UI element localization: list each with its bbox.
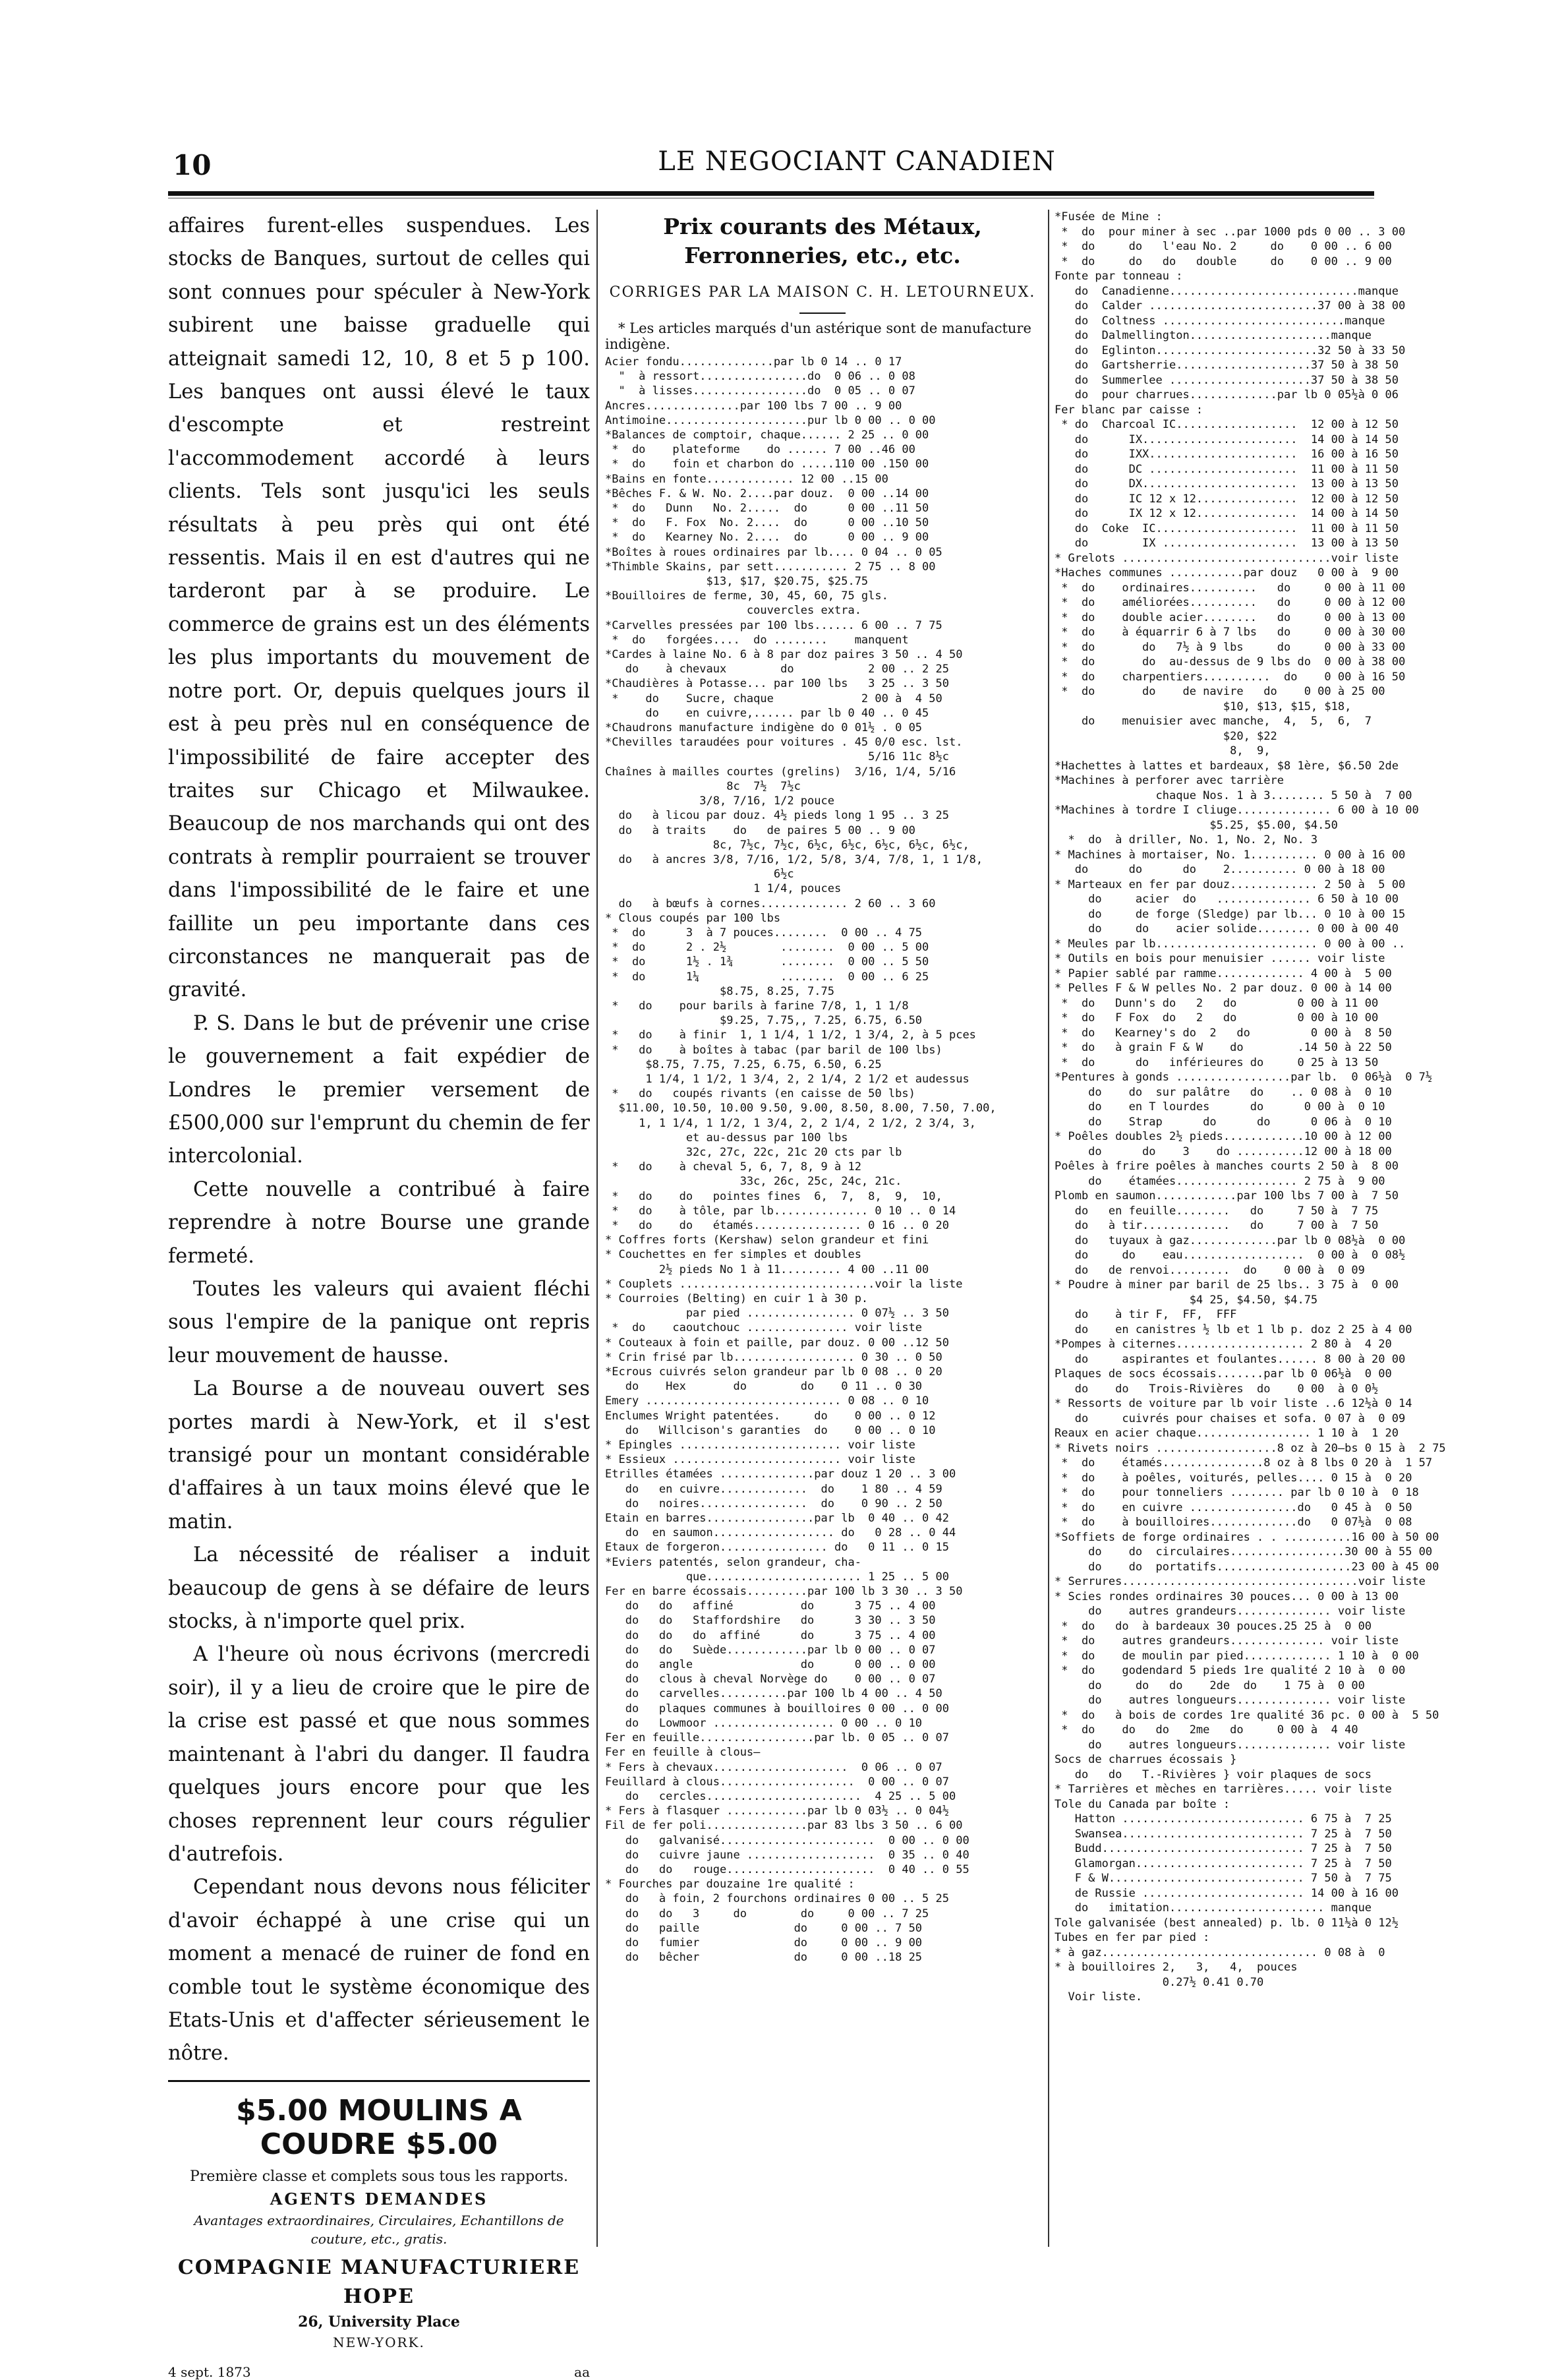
price-line: * à bouilloires 2, 3, 4, pouces bbox=[1055, 1961, 1298, 1974]
ad-headline: $5.00 MOULINS A COUDRE $5.00 bbox=[236, 2093, 522, 2161]
price-line: do de renvoi......... do 0 00 à 0 09 bbox=[1055, 1263, 1365, 1277]
price-line: * Scies rondes ordinaires 30 pouces... 0 00 à 13 00 bbox=[1055, 1590, 1399, 1603]
price-line: * do foin et charbon do .....110 00 .150 00 bbox=[605, 458, 929, 471]
price-line: do menuisier avec manche, 4, 5, 6, 7 bbox=[1055, 715, 1372, 728]
price-line: par pied ................ 0 07½ .. 3 50 bbox=[605, 1307, 949, 1321]
price-line: * do 1¼ ........ 0 00 .. 6 25 bbox=[605, 970, 929, 984]
price-line: *Thimble Skains, par sett........... 2 75 .. 8 00 bbox=[605, 560, 936, 574]
price-line: * do Sucre, chaque 2 00 à 4 50 bbox=[605, 692, 942, 705]
paragraph: Cependant nous devons nous féliciter d'avoir échappé à une crise qui un moment a menacé de ruiner de fond en comble tout le système économique des Etats-Unis et d'affecter sérieusement le nôtre. bbox=[168, 1876, 590, 2066]
price-line: * do pour tonneliers ........ par lb 0 10 à 0 18 bbox=[1055, 1486, 1419, 1499]
price-line: 5/16 11c 8½c bbox=[605, 750, 949, 764]
price-line: do en cuivre,...... par lb 0 40 .. 0 45 bbox=[605, 706, 929, 720]
price-line: do do 3 do do 0 00 .. 7 25 bbox=[605, 1907, 929, 1920]
price-line: * Papier sablé par ramme............. 4 00 à 5 00 bbox=[1055, 967, 1392, 980]
price-line: do cercles....................... 4 25 .. 5 00 bbox=[605, 1789, 956, 1803]
price-line: 1, 1 1/4, 1 1/2, 1 3/4, 2, 2 1/4, 2 1/2, 2 3/4, 3, bbox=[605, 1116, 976, 1130]
price-line: do DX....................... 13 00 à 13 50 bbox=[1055, 477, 1399, 491]
price-line: do en T lourdes do 0 00 à 0 10 bbox=[1055, 1100, 1385, 1114]
price-line: do clous à cheval Norvège do 0 00 .. 0 07 bbox=[605, 1673, 936, 1686]
price-line: * do en cuivre ................do 0 45 à 0 50 bbox=[1055, 1501, 1412, 1514]
price-line: * do Dunn No. 2..... do 0 00 ..11 50 bbox=[605, 502, 929, 516]
price-line: * Epingles ........................ voir liste bbox=[605, 1439, 915, 1452]
ad-address: 26, University Place bbox=[298, 2313, 460, 2331]
price-line: $11.00, 10.50, 10.00 9.50, 9.00, 8.50, 8.00, 7.50, 7.00, bbox=[605, 1102, 997, 1116]
price-line: * do Kearney No. 2.... do 0 00 .. 9 00 bbox=[605, 531, 929, 545]
price-line: 1 1/4, 1 1/2, 1 3/4, 2, 2 1/4, 2 1/2 et audessus bbox=[605, 1072, 969, 1086]
price-line: do à foin, 2 fourchons ordinaires 0 00 .. 5 25 bbox=[605, 1892, 949, 1906]
price-line: * do do do 2me do 0 00 à 4 40 bbox=[1055, 1723, 1358, 1737]
price-line: * do à bouilloires.............do 0 07½à 0 08 bbox=[1055, 1516, 1412, 1529]
price-line: 1 1/4, pouces bbox=[605, 882, 842, 896]
price-line: que....................... 1 25 .. 5 00 bbox=[605, 1570, 949, 1584]
price-line: * do do l'eau No. 2 do 0 00 .. 6 00 bbox=[1055, 240, 1392, 253]
paragraph: La nécessité de réaliser a induit beaucoup de gens à se défaire de leurs stocks, à n'importe quel prix. bbox=[168, 1543, 590, 1634]
price-line: * do do pointes fines 6, 7, 8, 9, 10, bbox=[605, 1189, 942, 1203]
page-number: 10 bbox=[173, 149, 212, 181]
column-price-list-1 bbox=[605, 210, 1040, 2253]
price-line: *Haches communes ...........par douz 0 00 à 9 00 bbox=[1055, 566, 1399, 580]
price-line: couvercles extra. bbox=[605, 604, 861, 618]
price-line: do DC ...................... 11 00 à 11 50 bbox=[1055, 462, 1399, 476]
paragraph: P. S. Dans le but de prévenir une crise le gouvernement a fait expédier de Londres le premier versement de £500,000 sur l'emprunt du chemin de fer intercolonial. bbox=[168, 1011, 590, 1168]
section-title: Prix courants des Métaux, Ferronneries, etc., etc. bbox=[663, 214, 982, 268]
price-line: * Grelots ...............................voir liste bbox=[1055, 551, 1399, 565]
price-line: * do pour miner à sec ..par 1000 pds 0 00 .. 3 00 bbox=[1055, 225, 1406, 239]
paragraph: Cette nouvelle a contribué à faire reprendre à notre Bourse une grande fermeté. bbox=[168, 1177, 590, 1268]
price-line: * do coupés rivants (en caisse de 50 lbs) bbox=[605, 1087, 915, 1101]
price-line: do en saumon.................. do 0 28 .. 0 44 bbox=[605, 1526, 956, 1540]
price-line: do do 3 do ..........12 00 à 18 00 bbox=[1055, 1145, 1392, 1158]
price-line: * do caoutchouc ............... voir liste bbox=[605, 1321, 923, 1335]
price-line: do Willcison's garanties do 0 00 .. 0 10 bbox=[605, 1423, 936, 1437]
price-line: * Courroies (Belting) en cuir 1 à 30 p. bbox=[605, 1292, 869, 1305]
price-line: *Ecrous cuivrés selon grandeur par lb 0 08 .. 0 20 bbox=[605, 1365, 942, 1379]
price-line: do Lowmoor .................. 0 00 .. 0 10 bbox=[605, 1716, 923, 1730]
price-line: * do à grain F & W do .14 50 à 22 50 bbox=[1055, 1041, 1392, 1054]
price-line: $20, $22 bbox=[1055, 729, 1277, 743]
price-line: * do à équarrir 6 à 7 lbs do 0 00 à 30 00 bbox=[1055, 626, 1406, 639]
paragraph: A l'heure où nous écrivons (mercredi soir), il y a lieu de croire que le pire de la crise est passé et que nous sommes maintenant à l'abri du danger. Il faudra quelques jours encore pour que les choses reprennent leur cours régulier d'autrefois. bbox=[168, 1643, 590, 1866]
price-line: do angle do 0 00 .. 0 00 bbox=[605, 1658, 936, 1672]
price-line: $5.25, $5.00, $4.50 bbox=[1055, 818, 1338, 832]
price-line: * Serrures...................................voir liste bbox=[1055, 1575, 1426, 1588]
price-line: do Gartsherrie....................37 50 à 38 50 bbox=[1055, 359, 1399, 372]
price-line: * Meules par lb........................ 0 00 à 00 .. bbox=[1055, 937, 1406, 951]
price-line: do do T.-Rivières } voir plaques de socs bbox=[1055, 1768, 1372, 1781]
price-line: Fer en feuille.................par lb. 0 05 .. 0 07 bbox=[605, 1731, 949, 1745]
price-line: Enclumes Wright patentées. do 0 00 .. 0 12 bbox=[605, 1409, 936, 1423]
price-line: * do étamés...............8 oz à 8 lbs 0 20 à 1 57 bbox=[1055, 1456, 1433, 1470]
price-line: Etrilles étamées ..............par douz 1 20 .. 3 00 bbox=[605, 1468, 956, 1481]
price-line: * do à tôle, par lb.............. 0 10 .. 0 14 bbox=[605, 1204, 956, 1218]
price-line: $9.25, 7.75,, 7.25, 6.75, 6.50 bbox=[605, 1014, 923, 1028]
price-line: * Machines à mortaiser, No. 1.......... 0 00 à 16 00 bbox=[1055, 848, 1406, 862]
price-line: * do plateforme do ...... 7 00 ..46 00 bbox=[605, 443, 915, 457]
price-line: Ancres..............par 100 lbs 7 00 .. 9 00 bbox=[605, 399, 902, 413]
price-line: Etain en barres................par lb 0 40 .. 0 42 bbox=[605, 1512, 949, 1526]
price-line: do do do 2.......... 0 00 à 18 00 bbox=[1055, 863, 1385, 876]
price-line: de Russie ........................ 14 00 à 16 00 bbox=[1055, 1886, 1399, 1900]
price-line: * Essieux ......................... voir liste bbox=[605, 1453, 915, 1467]
price-line: 0.27½ 0.41 0.70 bbox=[1055, 1975, 1264, 1989]
price-line: do IX .................... 13 00 à 13 50 bbox=[1055, 537, 1399, 550]
price-line: do galvanisé....................... 0 00 .. 0 00 bbox=[605, 1833, 969, 1847]
ad-line: Avantages extraordinaires, Circulaires, Echantillons de couture, etc., gratis. bbox=[194, 2212, 564, 2247]
price-line: * Poêles doubles 2½ pieds............10 00 à 12 00 bbox=[1055, 1130, 1392, 1143]
price-line: Reaux en acier chaque................. 1 10 à 1 20 bbox=[1055, 1427, 1399, 1440]
price-line: Glamorgan......................... 7 25 à 7 50 bbox=[1055, 1857, 1392, 1870]
price-line: * do à driller, No. 1, No. 2, No. 3 bbox=[1055, 833, 1318, 847]
price-line: * do charpentiers.......... do 0 00 à 16 50 bbox=[1055, 670, 1406, 684]
price-line: $8.75, 8.25, 7.75 bbox=[605, 984, 834, 998]
price-line: * Ressorts de voiture par lb voir liste ..6 12½à 0 14 bbox=[1055, 1397, 1412, 1410]
price-lines bbox=[605, 355, 1040, 1965]
price-line: 6½c bbox=[605, 868, 794, 881]
price-line: * do à boîtes à tabac (par baril de 100 lbs) bbox=[605, 1043, 942, 1057]
price-line: $13, $17, $20.75, $25.75 bbox=[605, 575, 869, 589]
price-line: do en canistres ½ lb et 1 lb p. doz 2 25 à 4 00 bbox=[1055, 1323, 1412, 1336]
price-line: do Coke IC..................... 11 00 à 11 50 bbox=[1055, 521, 1399, 535]
price-line: * do F Fox do 2 do 0 00 à 10 00 bbox=[1055, 1011, 1379, 1025]
paragraph: Toutes les valeurs qui avaient fléchi sous l'empire de la panique ont repris leur mouvement de hausse. bbox=[168, 1278, 590, 1367]
price-line: * do Charcoal IC.................. 12 00 à 12 50 bbox=[1055, 418, 1399, 431]
price-line: do IX....................... 14 00 à 14 50 bbox=[1055, 432, 1399, 446]
price-line: * do autres grandeurs.............. voir liste bbox=[1055, 1634, 1399, 1648]
price-line: Poêles à frire poêles à manches courts 2 50 à 8 00 bbox=[1055, 1160, 1399, 1173]
price-line: do IXX...................... 16 00 à 16 50 bbox=[1055, 448, 1399, 461]
note: * Les articles marqués d'un astérique sont de manufacture indigène. bbox=[605, 320, 1031, 352]
price-line: *Bouilloires de ferme, 30, 45, 60, 75 gls. bbox=[605, 589, 888, 603]
price-line: * Pelles F & W pelles No. 2 par douz. 0 00 à 14 00 bbox=[1055, 982, 1392, 995]
price-line: Tole du Canada par boîte : bbox=[1055, 1797, 1230, 1811]
price-line: * do do au-dessus de 9 lbs do 0 00 à 38 00 bbox=[1055, 655, 1406, 669]
price-line: do do circulaires.................30 00 à 55 00 bbox=[1055, 1545, 1433, 1559]
price-line: Feuillard à clous.................... 0 00 .. 0 07 bbox=[605, 1775, 949, 1789]
divider bbox=[799, 312, 846, 314]
ad-company: COMPAGNIE MANUFACTURIERE HOPE bbox=[177, 2255, 581, 2308]
price-line: do acier do .............. 6 50 à 10 00 bbox=[1055, 893, 1399, 906]
price-line: do do Suède............par lb 0 00 .. 0 07 bbox=[605, 1643, 936, 1657]
price-line: do do eau.................. 0 00 à 0 08½ bbox=[1055, 1249, 1406, 1262]
price-line: Fer en barre écossais.........par 100 lb 3 30 .. 3 50 bbox=[605, 1585, 963, 1599]
price-line: do cuivre jaune ................... 0 35 .. 0 40 bbox=[605, 1848, 969, 1862]
column-separator bbox=[1048, 210, 1049, 2247]
price-line: * do à poêles, voiturés, pelles.... 0 15 à 0 20 bbox=[1055, 1471, 1412, 1485]
price-line: 8, 9, bbox=[1055, 744, 1271, 758]
price-line: *Boîtes à roues ordinaires par lb.... 0 04 .. 0 05 bbox=[605, 545, 942, 559]
price-line: do Eglinton........................32 50 à 33 50 bbox=[1055, 343, 1406, 357]
price-line: Hatton ........................... 6 75 à 7 25 bbox=[1055, 1812, 1392, 1826]
price-line: chaque Nos. 1 à 3........ 5 50 à 7 00 bbox=[1055, 788, 1412, 802]
price-line: do do acier solide........ 0 00 à 00 40 bbox=[1055, 922, 1399, 936]
price-line: 8c, 7½c, 7½c, 6½c, 6½c, 6½c, 6½c, 6½c, bbox=[605, 838, 969, 852]
price-line: * do 2 . 2½ ........ 0 00 .. 5 00 bbox=[605, 941, 929, 955]
price-line: do IX 12 x 12............... 14 00 à 14 50 bbox=[1055, 507, 1399, 520]
price-line: do pour charrues.............par lb 0 05½à 0 06 bbox=[1055, 388, 1399, 402]
price-line: * Outils en bois pour menuisier ...... voir liste bbox=[1055, 952, 1385, 965]
price-line: * do do inférieures do 0 25 à 13 50 bbox=[1055, 1056, 1379, 1069]
price-line: do à tir F, FF, FFF bbox=[1055, 1308, 1237, 1321]
price-line: " à ressort................do 0 06 .. 0 08 bbox=[605, 370, 915, 384]
price-line: do plaques communes à bouilloires 0 00 .. 0 00 bbox=[605, 1702, 949, 1715]
price-line: * do double acier........ do 0 00 à 13 00 bbox=[1055, 610, 1406, 624]
paragraph: La Bourse a de nouveau ouvert ses portes mardi à New-York, et il s'est transigé pour un montant considérable d'affaires à un taux moins élevé que le matin. bbox=[168, 1377, 590, 1533]
price-line: do noires................ do 0 90 .. 2 50 bbox=[605, 1497, 942, 1510]
price-line: Swansea........................... 7 25 à 7 50 bbox=[1055, 1827, 1392, 1841]
price-lines bbox=[1055, 210, 1446, 2005]
price-line: do étamées.................. 2 75 à 9 00 bbox=[1055, 1174, 1385, 1188]
price-line: do do do affiné do 3 75 .. 4 00 bbox=[605, 1628, 936, 1642]
price-line: do aspirantes et foulantes...... 8 00 à 20 00 bbox=[1055, 1352, 1406, 1366]
price-line: Voir liste. bbox=[1055, 1990, 1143, 2004]
price-line: * do ordinaires.......... do 0 00 à 11 00 bbox=[1055, 581, 1406, 595]
price-line: do do do 2de do 1 75 à 0 00 bbox=[1055, 1679, 1365, 1692]
price-line: Plaques de socs écossais.......par lb 0 06½à 0 00 bbox=[1055, 1367, 1392, 1381]
price-line: Fil de fer poli...............par 83 lbs 3 50 .. 6 00 bbox=[605, 1819, 963, 1833]
price-line: do paille do 0 00 .. 7 50 bbox=[605, 1921, 923, 1935]
price-line: do Strap do do 0 06 à 0 10 bbox=[1055, 1115, 1392, 1129]
price-line: do do portatifs....................23 00 à 45 00 bbox=[1055, 1560, 1439, 1574]
price-line: $4 25, $4.50, $4.75 bbox=[1055, 1293, 1318, 1307]
price-line: Emery ............................. 0 08 .. 0 10 bbox=[605, 1394, 929, 1408]
running-title: LE NEGOCIANT CANADIEN bbox=[658, 146, 1056, 177]
corrected-by: CORRIGES PAR LA MAISON C. H. LETOURNEUX. bbox=[609, 284, 1036, 301]
price-line: Chaînes à mailles courtes (grelins) 3/16, 1/4, 5/16 bbox=[605, 765, 956, 779]
price-line: * do 3 à 7 pouces........ 0 00 .. 4 75 bbox=[605, 926, 923, 939]
price-line: 8c 7½ 7½c bbox=[605, 779, 801, 793]
price-line: do autres grandeurs.............. voir liste bbox=[1055, 1605, 1406, 1618]
price-line: do Summerlee .....................37 50 à 38 50 bbox=[1055, 373, 1399, 387]
price-line: 2½ pieds No 1 à 11......... 4 00 ..11 00 bbox=[605, 1263, 929, 1276]
price-line: *Chaudrons manufacture indigène do 0 01½ . 0 05 bbox=[605, 721, 923, 735]
price-line: do autres longueurs.............. voir liste bbox=[1055, 1694, 1406, 1707]
price-line: F & W............................. 7 50 à 7 75 bbox=[1055, 1872, 1392, 1885]
price-line: do do sur palâtre do .. 0 08 à 0 10 bbox=[1055, 1085, 1392, 1099]
price-line: do carvelles..........par 100 lb 4 00 .. 4 50 bbox=[605, 1687, 942, 1701]
price-line: *Machines à tordre I cliuge.............. 6 00 à 10 00 bbox=[1055, 804, 1419, 817]
price-line: do autres longueurs.............. voir liste bbox=[1055, 1738, 1406, 1752]
price-line: 3/8, 7/16, 1/2 pouce bbox=[605, 794, 834, 808]
ad-rule bbox=[168, 2080, 590, 2082]
price-line: * Fers à chevaux.................... 0 06 .. 0 07 bbox=[605, 1760, 942, 1774]
price-line: * à gaz................................ 0 08 à 0 bbox=[1055, 1946, 1385, 1959]
price-line: " à lisses.................do 0 05 .. 0 07 bbox=[605, 384, 915, 398]
price-line: do à chevaux do 2 00 .. 2 25 bbox=[605, 663, 949, 676]
price-line: do Calder .........................37 00 à 38 00 bbox=[1055, 299, 1406, 312]
price-line: do cuivrés pour chaises et sofa. 0 07 à 0 09 bbox=[1055, 1412, 1406, 1425]
price-line: Tole galvanisée (best annealed) p. lb. 0 11½à 0 12½ bbox=[1055, 1916, 1399, 1930]
price-line: $10, $13, $15, $18, bbox=[1055, 699, 1352, 713]
price-line: Antimoine.....................pur lb 0 00 .. 0 00 bbox=[605, 413, 936, 427]
price-line: * Couplets .............................voir la liste bbox=[605, 1277, 963, 1291]
price-line: *Balances de comptoir, chaque...... 2 25 .. 0 00 bbox=[605, 429, 929, 442]
price-line: * do 1½ . 1¾ ........ 0 00 .. 5 50 bbox=[605, 955, 929, 969]
price-line: Fer blanc par caisse : bbox=[1055, 403, 1203, 417]
price-line: do IC 12 x 12............... 12 00 à 12 50 bbox=[1055, 492, 1399, 506]
price-line: *Soffiets de forge ordinaires . . ..........16 00 à 50 00 bbox=[1055, 1530, 1439, 1544]
price-line: Fonte par tonneau : bbox=[1055, 270, 1183, 283]
price-line: * do F. Fox No. 2.... do 0 00 ..10 50 bbox=[605, 516, 929, 530]
price-line: do en feuille........ do 7 50 à 7 75 bbox=[1055, 1204, 1379, 1218]
price-line: * Crin frisé par lb.................. 0 30 .. 0 50 bbox=[605, 1350, 942, 1364]
price-line: Socs de charrues écossais } bbox=[1055, 1753, 1237, 1766]
ad-date: 4 sept. 1873 bbox=[168, 2364, 251, 2380]
price-line: Etaux de forgeron................ do 0 11 .. 0 15 bbox=[605, 1541, 949, 1555]
price-line: do fumier do 0 00 .. 9 00 bbox=[605, 1936, 923, 1949]
price-line: do do rouge...................... 0 40 .. 0 55 bbox=[605, 1862, 969, 1876]
column-price-list-2 bbox=[1055, 210, 1446, 2253]
price-line: * do pour barils à farine 7/8, 1, 1 1/8 bbox=[605, 999, 909, 1013]
price-line: * do améliorées.......... do 0 00 à 12 00 bbox=[1055, 596, 1406, 609]
price-line: do Dalmellington.....................manque bbox=[1055, 329, 1372, 342]
ad-line: AGENTS DEMANDES bbox=[270, 2189, 488, 2209]
price-line: do en cuivre............. do 1 80 .. 4 59 bbox=[605, 1482, 942, 1496]
price-line: Acier fondu..............par lb 0 14 .. 0 17 bbox=[605, 355, 902, 369]
price-line: *Bains en fonte............. 12 00 ..15 00 bbox=[605, 472, 888, 486]
advertisement bbox=[168, 2080, 590, 2380]
price-line: * Coffres forts (Kershaw) selon grandeur et fini bbox=[605, 1234, 929, 1247]
price-line: *Pentures à gonds .................par lb. 0 06½à 0 7½ bbox=[1055, 1071, 1433, 1084]
price-line: * Couteaux à foin et paille, par douz. 0 00 ..12 50 bbox=[605, 1336, 949, 1350]
price-line: * do do de navire do 0 00 à 25 00 bbox=[1055, 685, 1385, 698]
price-line: do Coltness ...........................manque bbox=[1055, 314, 1385, 328]
price-line: * do do étamés................ 0 16 .. 0 20 bbox=[605, 1218, 949, 1232]
price-line: *Machines à perforer avec tarrière bbox=[1055, 774, 1284, 787]
price-line: * do godendard 5 pieds 1re qualité 2 10 à 0 00 bbox=[1055, 1664, 1406, 1677]
price-line: Tubes en fer par pied : bbox=[1055, 1931, 1210, 1944]
price-line: Plomb en saumon............par 100 lbs 7 00 à 7 50 bbox=[1055, 1189, 1399, 1203]
price-line: * do do do double do 0 00 .. 9 00 bbox=[1055, 254, 1392, 268]
price-line: $8.75, 7.75, 7.25, 6.75, 6.50, 6.25 bbox=[605, 1057, 882, 1071]
price-line: * do à bois de cordes 1re qualité 36 pc. 0 00 à 5 50 bbox=[1055, 1708, 1439, 1722]
price-line: * Fourches par douzaine 1re qualité : bbox=[605, 1878, 855, 1891]
price-line: do do Staffordshire do 3 30 .. 3 50 bbox=[605, 1614, 936, 1628]
price-line: *Pompes à citernes................... 2 80 à 4 20 bbox=[1055, 1338, 1392, 1351]
price-line: Budd.............................. 7 25 à 7 50 bbox=[1055, 1842, 1392, 1855]
price-line: * do forgées.... do ........ manquent bbox=[605, 633, 909, 647]
price-line: * Fers à flasquer ............par lb 0 03½ .. 0 04½ bbox=[605, 1804, 949, 1818]
price-line: * do à cheval 5, 6, 7, 8, 9 à 12 bbox=[605, 1160, 861, 1174]
price-line: *Bêches F. & W. No. 2....par douz. 0 00 ..14 00 bbox=[605, 487, 929, 500]
price-line: do à tir............. do 7 00 à 7 50 bbox=[1055, 1219, 1379, 1232]
price-line: do de forge (Sledge) par lb... 0 10 à 00 15 bbox=[1055, 907, 1406, 921]
price-line: 32c, 27c, 22c, 21c 20 cts par lb bbox=[605, 1145, 902, 1159]
price-line: do imitation....................... manque bbox=[1055, 1901, 1372, 1915]
price-line: *Eviers patentés, selon grandeur, cha- bbox=[605, 1555, 861, 1569]
ad-line: Première classe et complets sous tous les rapports. bbox=[190, 2168, 568, 2185]
price-line: do tuyaux à gaz.............par lb 0 08½à 0 00 bbox=[1055, 1234, 1406, 1247]
price-line: *Hachettes à lattes et bardeaux, $8 1ère, $6.50 2de bbox=[1055, 759, 1399, 773]
price-line: * Clous coupés par 100 lbs bbox=[605, 911, 781, 925]
price-line: * do à finir 1, 1 1/4, 1 1/2, 1 3/4, 2, à 5 pces bbox=[605, 1028, 976, 1042]
header-rule bbox=[168, 191, 1374, 196]
price-line: *Chaudières à Potasse... par 100 lbs 3 25 .. 3 50 bbox=[605, 677, 949, 691]
price-line: *Carvelles pressées par 100 lbs...... 6 00 .. 7 75 bbox=[605, 618, 942, 632]
price-line: * Tarrières et mèches en tarrières..... voir liste bbox=[1055, 1783, 1392, 1796]
price-line: do bêcher do 0 00 ..18 25 bbox=[605, 1951, 923, 1965]
price-line: Fer en feuille à clous— bbox=[605, 1746, 761, 1760]
price-line: do à bœufs à cornes............. 2 60 .. 3 60 bbox=[605, 897, 936, 910]
price-line: et au-dessus par 100 lbs bbox=[605, 1131, 848, 1145]
ad-city: NEW-YORK. bbox=[333, 2334, 425, 2350]
price-line: *Cardes à laine No. 6 à 8 par doz paires 3 50 .. 4 50 bbox=[605, 648, 963, 662]
price-line: * Rivets noirs ..................8 oz à 20—bs 0 15 à 2 75 bbox=[1055, 1441, 1446, 1455]
price-line: * do do 7½ à 9 lbs do 0 00 à 33 00 bbox=[1055, 640, 1406, 654]
price-line: do à traits do de paires 5 00 .. 9 00 bbox=[605, 823, 915, 837]
column-separator bbox=[596, 210, 598, 2247]
price-line: do do Trois-Rivières do 0 00 à 0 0½ bbox=[1055, 1382, 1379, 1396]
price-line: 33c, 26c, 25c, 24c, 21c. bbox=[605, 1175, 902, 1189]
price-line: *Fusée de Mine : bbox=[1055, 210, 1163, 223]
price-line: * do do à bardeaux 30 pouces.25 25 à 0 00 bbox=[1055, 1619, 1372, 1633]
column-editorial bbox=[168, 210, 590, 2380]
price-line: * Couchettes en fer simples et doubles bbox=[605, 1248, 861, 1262]
price-line: *Chevilles taraudées pour voitures . 45 0/0 esc. lst. bbox=[605, 736, 963, 750]
ad-code: aa bbox=[574, 2364, 590, 2380]
price-line: do à ancres 3/8, 7/16, 1/2, 5/8, 3/4, 7/8, 1, 1 1/8, bbox=[605, 852, 983, 866]
price-line: * Poudre à miner par baril de 25 lbs.. 3 75 à 0 00 bbox=[1055, 1278, 1399, 1292]
price-line: do à licou par douz. 4½ pieds long 1 95 .. 3 25 bbox=[605, 809, 949, 823]
price-line: * Marteaux en fer par douz............. 2 50 à 5 00 bbox=[1055, 878, 1406, 891]
paragraph: affaires furent-elles suspendues. Les stocks de Banques, surtout de celles qui sont connues pour spéculer à New-York subirent une baisse graduelle qui atteignait samedi 12, 10, 8 et 5 p 100. Les banques ont aussi élevé le taux d'escompte et restreint l'accommodement accordé à leurs clients. Tels sont jusqu'ici les seuls résultats à peu près qui ont été ressentis. Mais il en est d'autres qui ne tarderont par à se produire. Le commerce de grains est un des éléments les plus importants du mouvement de notre port. Or, depuis quelques jours il est à peu près nul en conséquence de l'impossibilité de faire accepter des traites sur Chicago et Milwaukee. Beaucoup de nos marchands qui ont des contrats à remplir pourraient se trouver dans l'impossibilité de le faire et une faillite un peu importante dans ces circonstances ne manquerait pas de gravité. bbox=[168, 214, 590, 1002]
price-line: * do Dunn's do 2 do 0 00 à 11 00 bbox=[1055, 996, 1379, 1010]
price-line: do Hex do do 0 11 .. 0 30 bbox=[605, 1380, 923, 1394]
price-line: * do de moulin par pied............. 1 10 à 0 00 bbox=[1055, 1649, 1419, 1663]
price-line: * do Kearney's do 2 do 0 00 à 8 50 bbox=[1055, 1026, 1392, 1040]
price-line: do do affiné do 3 75 .. 4 00 bbox=[605, 1599, 936, 1613]
price-line: do Canadienne............................manque bbox=[1055, 284, 1399, 298]
